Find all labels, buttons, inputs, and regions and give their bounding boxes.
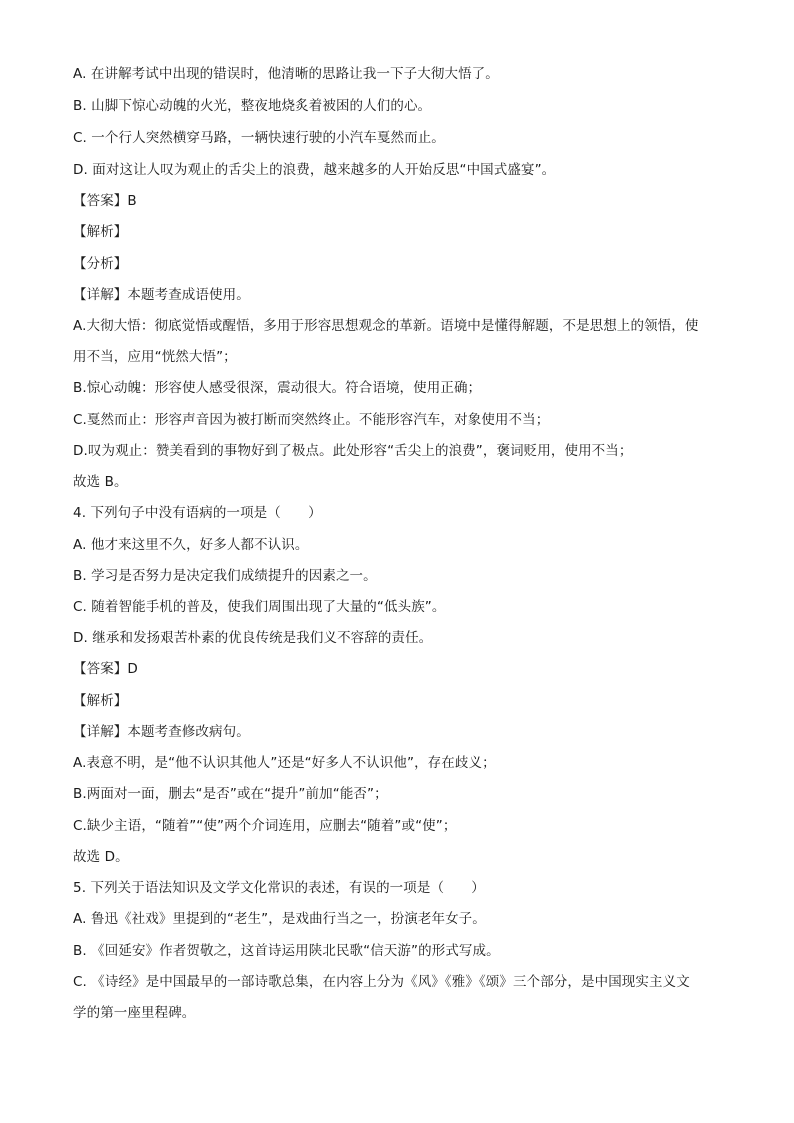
explain-d-line: D.叹为观止：赞美看到的事物好到了极点。此处形容“舌尖上的浪费”，褒词贬用，使用不当； — [73, 443, 633, 459]
explain-c-line: C.戛然而止：形容声音因为被打断而突然终止。不能形容汽车，对象使用不当； — [73, 412, 550, 428]
q4-option-a: A. 他才来这里不久，好多人都不认识。 — [73, 537, 309, 553]
q5-option-b: B. 《回延安》作者贺敬之，这首诗运用陕北民歌“信天游”的形式写成。 — [73, 943, 500, 959]
q5-option-a: A. 鲁迅《社戏》里提到的“老生”，是戏曲行当之一，扮演老年女子。 — [73, 911, 486, 927]
explain-b-line: B.惊心动魄：形容使人感受很深，震动很大。符合语境，使用正确； — [73, 380, 482, 396]
choose-line: 故选 B。 — [73, 474, 128, 490]
explain-a-line1: A.大彻大悟：彻底觉悟或醒悟，多用于形容思想观念的革新。语境中是懂得解题，不是思想上的领悟，使 — [73, 318, 699, 334]
q4-analysis-heading: 【解析】 — [73, 693, 128, 709]
question-5-line: 5. 下列关于语法知识及文学文化常识的表述，有误的一项是（ ） — [73, 880, 485, 896]
q4-explain-c: C.缺少主语，“随着”“使”两个介词连用，应删去“随着”或“使”； — [73, 818, 457, 834]
question-4-line: 4. 下列句子中没有语病的一项是（ ） — [73, 505, 322, 521]
answer-line: 【答案】B — [73, 193, 137, 209]
q4-option-d: D. 继承和发扬艰苦朴素的优良传统是我们义不容辞的责任。 — [73, 630, 433, 646]
option-b-line: B. 山脚下惊心动魄的火光，整夜地烧炙着被困的人们的心。 — [73, 98, 432, 114]
fenxi-heading: 【分析】 — [73, 256, 128, 272]
option-d-line: D. 面对这让人叹为观止的舌尖上的浪费，越来越多的人开始反思“中国式盛宴”。 — [73, 162, 556, 178]
q4-answer-line: 【答案】D — [73, 661, 138, 677]
detail-heading: 【详解】本题考查成语使用。 — [73, 287, 250, 303]
q4-explain-b: B.两面对一面，删去“是否”或在“提升”前加“能否”； — [73, 786, 388, 802]
q5-option-c-line1: C. 《诗经》是中国最早的一部诗歌总集，在内容上分为《风》《雅》《颂》三个部分，是中国现实主义文 — [73, 974, 690, 990]
explain-a-line2: 用不当，应用“恍然大悟”； — [73, 349, 237, 365]
q5-option-c-line2: 学的第一座里程碑。 — [73, 1005, 196, 1021]
option-a-line: A. 在讲解考试中出现的错误时，他清晰的思路让我一下子大彻大悟了。 — [73, 66, 499, 82]
analysis-heading: 【解析】 — [73, 224, 128, 240]
option-c-line: C. 一个行人突然横穿马路，一辆快速行驶的小汽车戛然而止。 — [73, 130, 445, 146]
q4-detail-heading: 【详解】本题考查修改病句。 — [73, 724, 250, 740]
q4-option-b: B. 学习是否努力是决定我们成绩提升的因素之一。 — [73, 568, 377, 584]
q4-explain-a: A.表意不明，是“他不认识其他人”还是“好多人不认识他”，存在歧义； — [73, 755, 496, 771]
q4-option-c: C. 随着智能手机的普及，使我们周围出现了大量的“低头族”。 — [73, 599, 446, 615]
q4-choose-line: 故选 D。 — [73, 849, 129, 865]
